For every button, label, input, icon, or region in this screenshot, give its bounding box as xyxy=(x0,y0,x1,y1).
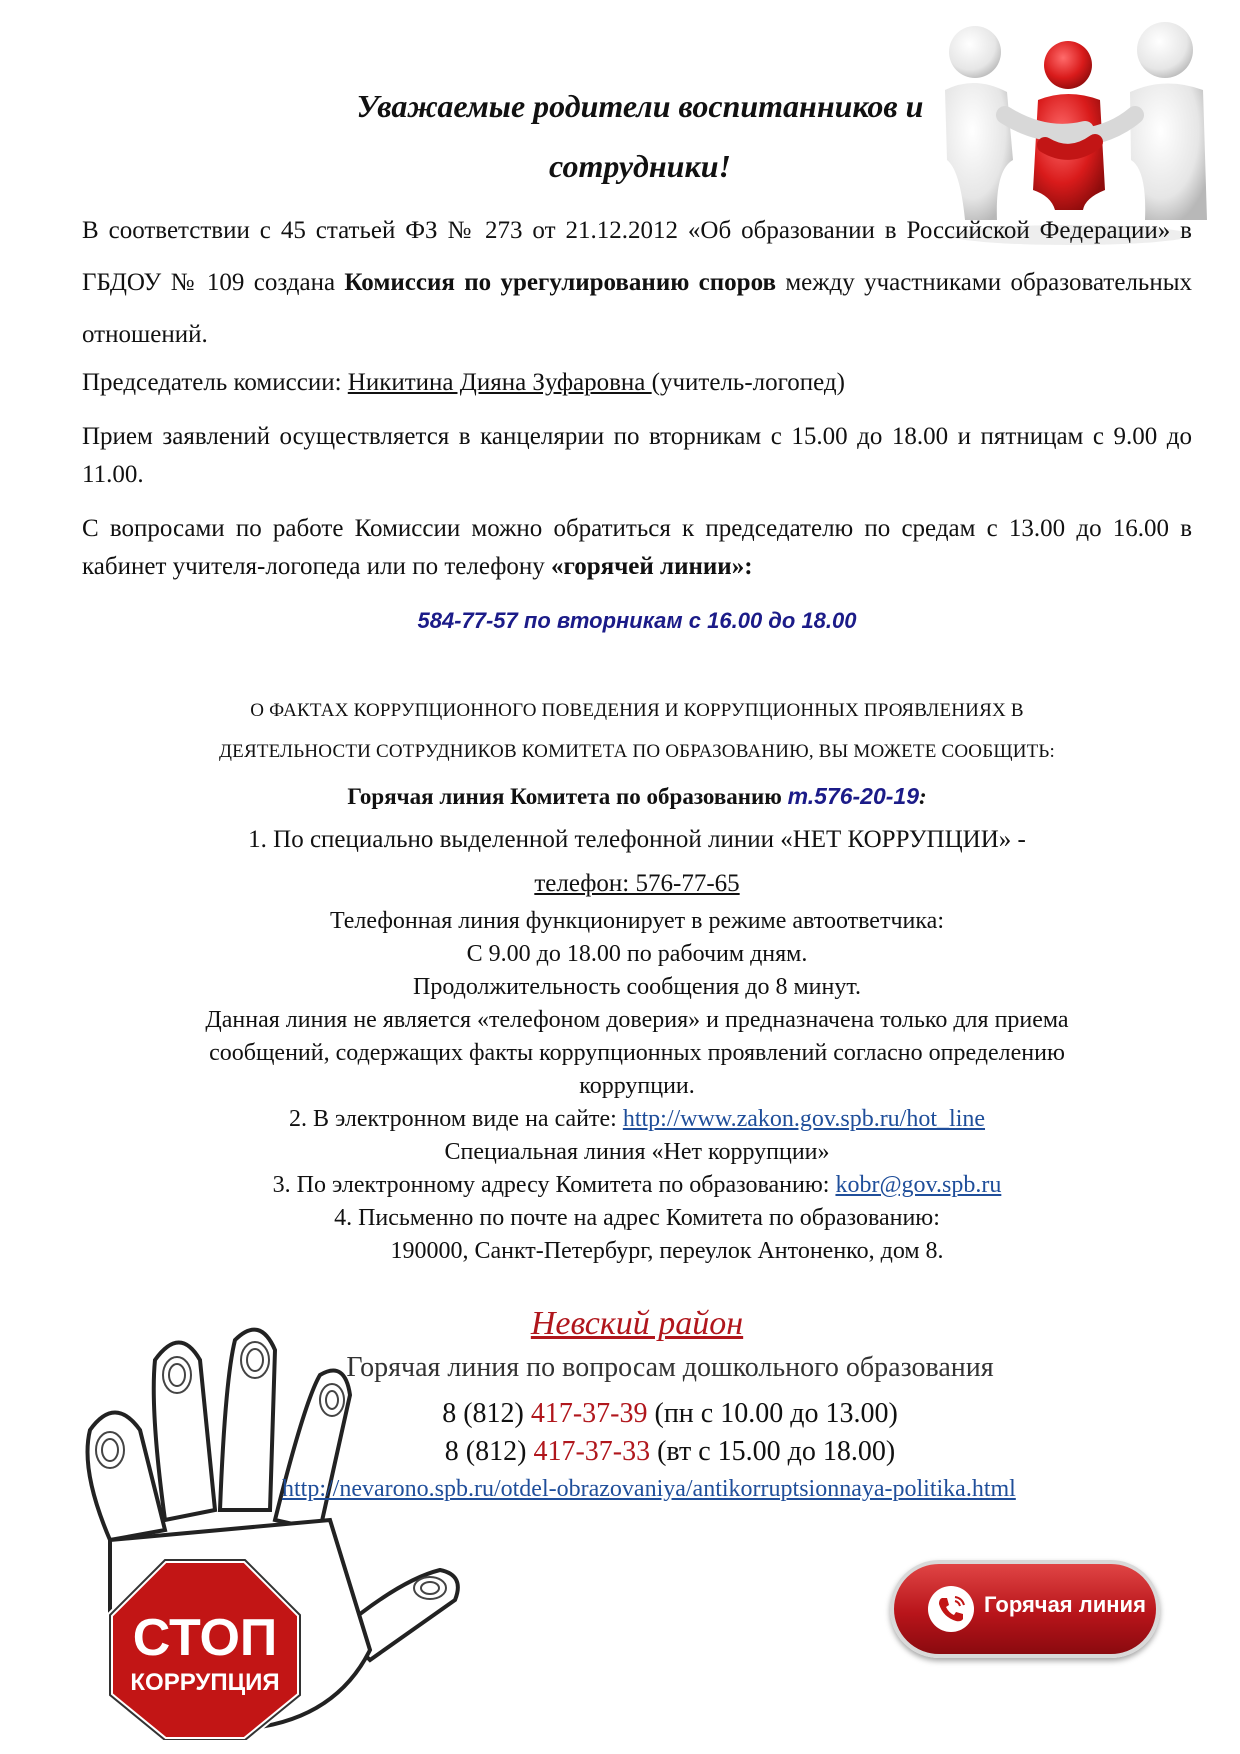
phone-icon xyxy=(928,1586,974,1632)
item-1: 1. По специально выделенной телефонной линии «НЕТ КОРРУПЦИИ» - xyxy=(248,826,1026,853)
figure-right-body xyxy=(1130,83,1207,220)
district-phone-1: 8 (812) 417-37-39 (пн с 10.00 до 13.00) xyxy=(442,1398,898,1429)
page-title-line2: сотрудники! xyxy=(549,148,731,184)
figure-left-head xyxy=(949,26,1001,78)
zakon-hotline-link[interactable]: http://www.zakon.gov.spb.ru/hot_line xyxy=(622,1106,986,1132)
page-title-line1: Уважаемые родители воспитанников и xyxy=(356,88,924,124)
corruption-caps-line2: ДЕЯТЕЛЬНОСТИ СОТРУДНИКОВ КОМИТЕТА ПО ОБРАЗОВАНИЮ, ВЫ МОЖЕТЕ СООБЩИТЬ: xyxy=(218,741,1056,762)
kobr-email-link[interactable]: kobr@gov.spb.ru xyxy=(835,1172,1002,1198)
corruption-caps-line1: О ФАКТАХ КОРРУПЦИОННОГО ПОВЕДЕНИЯ И КОРРУПЦИОННЫХ ПРОЯВЛЕНИЯХ В xyxy=(250,700,1024,721)
figure-right-head xyxy=(1137,22,1193,78)
nevarono-link[interactable]: http://nevarono.spb.ru/otdel-obrazovaniya/antikorruptsionnaya-politika.html xyxy=(282,1476,1016,1502)
chair-name: Никитина Дияна Зуфаровна xyxy=(347,369,652,396)
stop-text: СТОП xyxy=(132,1609,278,1667)
district-subtitle: Горячая линия по вопросам дошкольного образования xyxy=(346,1352,994,1383)
item-1-phone: телефон: 576-77-65 xyxy=(534,870,740,897)
figure-center-head xyxy=(1044,41,1092,89)
hotline-button-label: Горячая линия xyxy=(984,1592,1146,1617)
committee-hotline: Горячая линия Комитета по образованию т.576-20-19: xyxy=(347,783,927,809)
hotline-button[interactable] xyxy=(890,1560,1160,1658)
details-block: Телефонная линия функционирует в режиме автоответчика: С 9.00 до 18.00 по рабочим дням. Продолжительность сообщения до 8 минут. Данная линия не является «телефоном доверия» и предназначена только для приема сообщений, содержащих факты коррупционных проявлений согласно определению коррупции. 2. В электронном виде на сайте: http://www.zakon.gov.spb.ru/hot_line Специальная линия «Нет коррупции» 3. По электронному адресу Комитета по образованию: kobr@gov.spb.ru 4. Письменно по почте на адрес Комитета по образованию: 190000, Санкт-Петербург, переулок Антоненко, дом 8. xyxy=(205,908,1069,1264)
intro-paragraph: В соответствии с 45 статьей ФЗ № 273 от 21.12.2012 «Об образовании в Российской Федерации» в ГБДОУ № 109 создана Комиссия по урегулированию споров между участниками образовательных отношений. xyxy=(82,217,1192,348)
commission-name: Комиссия по урегулированию споров xyxy=(344,269,776,296)
questions-paragraph: С вопросами по работе Комиссии можно обратиться к председателю по средам с 13.00 до 16.00 в кабинет учителя-логопеда или по телефону «горячей линии»: xyxy=(82,515,1192,580)
district-title: Невский район xyxy=(530,1305,744,1342)
reception-paragraph: Прием заявлений осуществляется в канцелярии по вторникам с 15.00 до 18.00 и пятницам с 9.00 до 11.00. xyxy=(82,423,1192,488)
district-phone-2: 8 (812) 417-37-33 (вт с 15.00 до 18.00) xyxy=(444,1436,896,1467)
corruption-text: КОРРУПЦИЯ xyxy=(130,1669,280,1696)
chair-line: Председатель комиссии: Никитина Дияна Зуфаровна (учитель-логопед) xyxy=(82,369,845,396)
commission-hotline: 584-77-57 по вторникам с 16.00 до 18.00 xyxy=(417,608,857,633)
